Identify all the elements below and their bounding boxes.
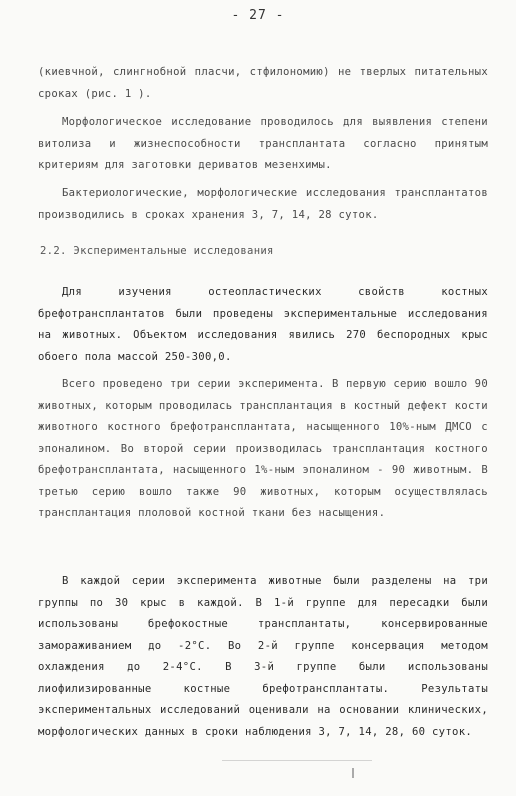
paragraph-study-object: Для изучения остеопластических свойств костных брефотрансплантатов были проведены экспериментальные исследования на животных. Объектом исследования явились 270 беспородных крыс обоего пола массой 250-300,0. <box>38 286 488 363</box>
paragraph-bacteriology: Бактериологические, морфологические исследования трансплантатов производились в сроках хранения 3, 7, 14, 28 суток. <box>38 187 488 221</box>
paragraph-morphology: Морфологическое исследование проводилось для выявления степени витолиза и жизнеспособности трансплантата согласно принятым критериям для заготовки дериватов мезенхимы. <box>38 116 488 171</box>
section-heading: 2.2. Экспериментальные исследования <box>40 245 274 257</box>
paragraph-series: Всего проведено три серии эксперимента. В первую серию вошло 90 животных, которым проводилась трансплантация в костный дефект кости животного костного брефотрансплантата, насыщенного 10%-ным ДМСО с эпоналином. Во второй серии производилась трансплантация костного брефотрансплантата, насыщенного 1%-ным эпоналином - 90 животным. В третью серию вошло также 90 животных, которым осуществлялась трансплантация плоловой костной ткани без насыщения. <box>38 378 488 519</box>
faint-stamp-line <box>222 760 372 773</box>
page-number: - 27 - <box>231 8 285 23</box>
paragraph-groups: В каждой серии эксперимента животные были разделены на три группы по 30 крыс в каждой. В 1-й группе для пересадки были использованы брефокостные трансплантаты, консервированные замораживанием до -2°С. Во 2-й группе консервация методом охлаждения до 2-4°С. В 3-й группе были использованы лиофилизированные костные брефотрансплантаты. Результаты экспериментальных исследований оценивали на основании клинических, морфологических данных в сроки наблюдения 3, 7, 14, 28, 60 суток. <box>38 575 488 738</box>
faint-stamp-mark <box>352 768 354 778</box>
paragraph-continuation: (киевчной, слингнобной пласчи, стфилономию) не тверлых питательных сроках (рис. 1 ). <box>38 66 488 100</box>
